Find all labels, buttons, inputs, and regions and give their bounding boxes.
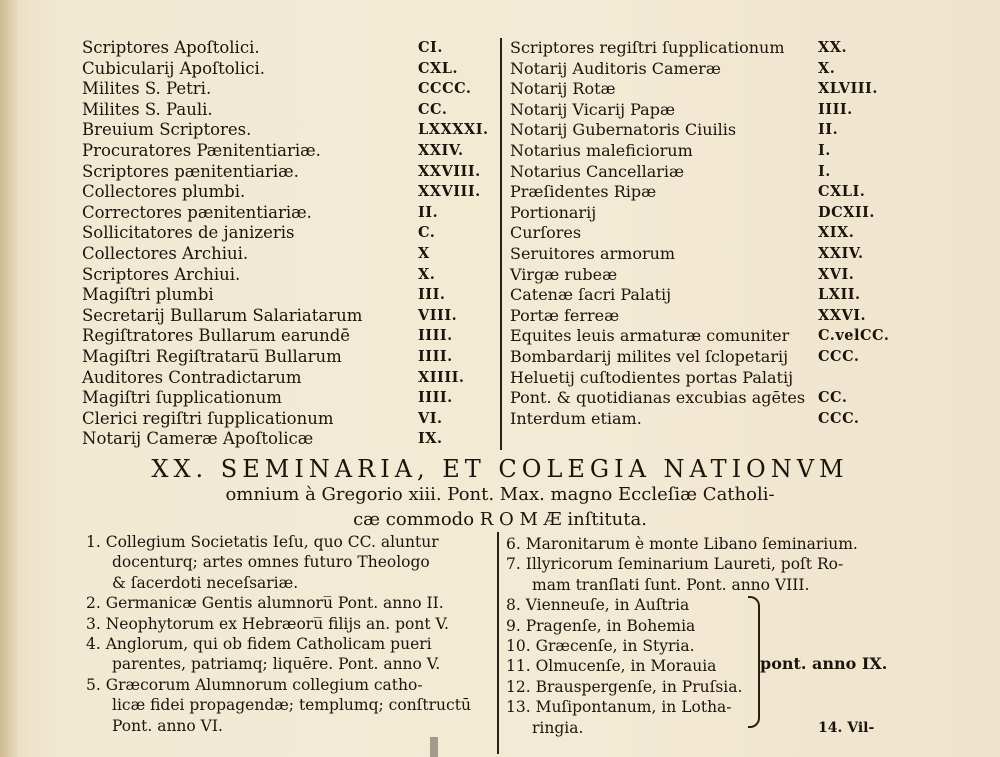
office-count: CI.	[418, 39, 443, 56]
office-count: XXVIII.	[418, 162, 481, 180]
official-row	[82, 265, 498, 285]
college-line: 6. Maronitarum è monte Libano ſeminarium.	[506, 535, 858, 553]
college-line: licæ fidei propagendæ; templumq; conſtructū	[112, 696, 471, 715]
office-label: Scriptores Archiui.	[82, 264, 241, 284]
official-row	[510, 182, 898, 202]
office-count: IIII.	[418, 389, 453, 407]
official-row	[82, 203, 498, 223]
office-count: X	[418, 245, 430, 262]
office-count: IIII.	[818, 100, 853, 118]
office-label: Portæ ferreæ	[510, 305, 620, 325]
office-count: IIII.	[418, 348, 453, 365]
office-count: IX.	[418, 430, 443, 448]
office-count: CCC.	[818, 409, 860, 427]
office-count: XXVIII.	[418, 183, 481, 201]
official-row	[510, 79, 898, 99]
office-label: Collectores Archiui.	[82, 244, 249, 263]
office-count: DCXII.	[818, 203, 875, 221]
college-line: 13. Muſipontanum, in Lotha-	[506, 698, 732, 717]
office-count: CC.	[818, 389, 848, 407]
office-count: XIX.	[818, 224, 855, 242]
office-label: Milites S. Pauli.	[82, 99, 213, 119]
official-row	[510, 120, 898, 140]
column-divider-bottom	[497, 532, 499, 754]
college-line: 1. Collegium Societatis Ieſu, quo CC. aluntur	[86, 533, 439, 551]
office-count: II.	[818, 121, 839, 139]
official-row	[510, 223, 898, 243]
office-label: Præſidentes Ripæ	[510, 182, 657, 202]
official-row	[82, 182, 498, 202]
office-count: LXXXXI.	[418, 121, 489, 139]
office-label: Notarij Cameræ Apoſtolicæ	[82, 429, 314, 449]
official-row	[82, 38, 498, 58]
office-label: Virgæ rubeæ	[510, 264, 618, 284]
college-line: 5. Græcorum Alumnorum collegium catho-	[86, 675, 423, 694]
college-line: parentes, patriamq; liquēre. Pont. anno V.	[112, 655, 441, 674]
college-line: 4. Anglorum, qui ob fidem Catholicam pueri	[86, 635, 432, 653]
college-line: Pont. anno VI.	[112, 716, 223, 735]
official-row	[82, 223, 498, 243]
office-count: XX.	[818, 39, 848, 56]
office-label: Auditores Contradictarum	[82, 367, 302, 387]
office-label: Magiſtri Regiſtrataru̅ Bullarum	[82, 347, 342, 366]
office-count: XIIII.	[418, 368, 465, 386]
office-label: Regiſtratores Bullarum earundē	[82, 326, 351, 346]
college-line: 2. Germanicæ Gentis alumnoru̅ Pont. anno II.	[86, 594, 444, 613]
office-count: II.	[418, 203, 439, 221]
office-count: XXIV.	[418, 142, 464, 159]
official-row	[510, 162, 898, 182]
official-row	[510, 203, 898, 223]
official-row	[82, 79, 498, 99]
office-label: Notarij Gubernatoris Ciuilis	[510, 120, 737, 140]
office-label: Scriptores Apoſtolici.	[82, 38, 260, 57]
page-blemish	[430, 737, 438, 757]
office-count: CCC.	[818, 348, 860, 365]
official-row	[510, 326, 898, 346]
office-label: Sollicitatores de janizeris	[82, 223, 295, 243]
section-heading: XX. SEMINARIA, ET COLEGIA NATIONVM	[151, 455, 849, 483]
office-label: Collectores plumbi.	[82, 182, 246, 202]
office-label: Milites S. Petri.	[82, 79, 212, 99]
college-line: 8. Vienneuſe, in Auſtria	[506, 596, 690, 615]
office-count: XXVI.	[818, 306, 867, 324]
official-row	[82, 368, 498, 388]
office-label: Interdum etiam.	[510, 408, 642, 428]
office-count: C.	[418, 224, 436, 242]
official-row	[510, 306, 898, 326]
office-label: Notarij Auditoris Cameræ	[510, 58, 721, 78]
office-count: XLVIII.	[818, 80, 878, 98]
curly-brace	[748, 596, 760, 728]
office-count: CXL.	[418, 59, 459, 77]
official-row	[82, 120, 498, 140]
official-row	[82, 347, 498, 367]
office-count: C.velCC.	[818, 327, 890, 345]
college-line: 3. Neophytorum ex Hebræoru̅ filijs an. pont V.	[86, 614, 449, 633]
college-line: 10. Græcenſe, in Styria.	[506, 637, 695, 655]
office-label: Notarius maleficiorum	[510, 141, 693, 160]
office-label: Seruitores armorum	[510, 244, 676, 263]
office-label: Portionarij	[510, 202, 597, 222]
office-count: X.	[818, 59, 836, 77]
office-count: IIII.	[418, 327, 453, 345]
official-row	[82, 409, 498, 429]
office-count: LXII.	[818, 286, 861, 304]
office-label: Curſores	[510, 223, 582, 243]
official-row	[82, 100, 498, 120]
office-label: Notarij Vicarij Papæ	[510, 99, 675, 119]
office-label: Clerici regiſtri ſupplicationum	[82, 408, 334, 428]
official-row	[510, 38, 898, 58]
official-row	[82, 244, 498, 264]
official-row	[82, 141, 498, 161]
office-label: Heluetij cuſtodientes portas Palatij	[510, 367, 794, 387]
official-row	[82, 388, 498, 408]
official-row	[510, 285, 898, 305]
office-label: Secretarij Bullarum Salariatarum	[82, 305, 363, 325]
office-count: I.	[818, 142, 831, 159]
office-label: Catenæ ſacri Palatij	[510, 285, 672, 305]
office-label: Equites leuis armaturæ comuniter	[510, 326, 790, 346]
official-row	[510, 59, 898, 79]
office-count: CCCC.	[418, 80, 472, 98]
office-count: VI.	[418, 409, 443, 427]
official-row	[510, 388, 898, 408]
office-count: I.	[818, 162, 831, 180]
college-line: 11. Olmucenſe, in Morauia	[506, 657, 717, 676]
page-gutter	[0, 0, 18, 757]
official-row	[510, 244, 898, 264]
office-count: CC.	[418, 100, 448, 118]
official-row	[82, 326, 498, 346]
office-label: Notarius Cancellariæ	[510, 161, 685, 181]
office-label: Pont. & quotidianas excubias agētes	[510, 388, 806, 408]
college-line: & ſacerdoti neceſsariæ.	[112, 573, 299, 592]
office-label: Procuratores Pænitentiariæ.	[82, 141, 321, 160]
official-row	[82, 162, 498, 182]
official-row	[82, 429, 498, 449]
office-label: Correctores pænitentiariæ.	[82, 202, 312, 222]
catchword: 14. Vil-	[818, 720, 875, 736]
college-line: ringia.	[532, 718, 584, 737]
office-label: Cubicularij Apoſtolici.	[82, 58, 265, 78]
office-count: XVI.	[818, 265, 855, 283]
official-row	[510, 368, 898, 388]
official-row	[82, 285, 498, 305]
office-label: Magiſtri ſupplicationum	[82, 388, 282, 408]
official-row	[510, 100, 898, 120]
office-label: Scriptores pænitentiariæ.	[82, 161, 299, 181]
office-label: Magiſtri plumbi	[82, 285, 214, 305]
section-subheading-line2: cæ commodo R O M Æ inſtituta.	[353, 509, 647, 530]
official-row	[510, 141, 898, 161]
college-line: docenturq; artes omnes futuro Theologo	[112, 553, 430, 572]
official-row	[510, 347, 898, 367]
office-label: Scriptores regiſtri ſupplicationum	[510, 38, 785, 57]
official-row	[82, 59, 498, 79]
office-count: XXIV.	[818, 245, 864, 262]
official-row	[510, 409, 898, 429]
brace-label: pont. anno IX.	[760, 654, 888, 673]
office-count: X.	[418, 265, 436, 283]
official-row	[510, 265, 898, 285]
office-count: CXLI.	[818, 183, 866, 201]
office-count: III.	[418, 286, 446, 304]
column-divider-top	[500, 38, 502, 450]
college-line: 7. Illyricorum ſeminarium Laureti, poſt Ro-	[506, 555, 844, 574]
college-line: mam tranſlati ſunt. Pont. anno VIII.	[532, 575, 810, 594]
official-row	[82, 306, 498, 326]
section-subheading-line1: omnium à Gregorio xiii. Pont. Max. magno Eccleſiæ Catholi-	[225, 484, 775, 505]
office-label: Notarij Rotæ	[510, 79, 616, 99]
college-line: 12. Brauspergenſe, in Pruſsia.	[506, 677, 743, 696]
office-count: VIII.	[418, 306, 458, 324]
office-label: Breuium Scriptores.	[82, 120, 252, 140]
college-line: 9. Pragenſe, in Bohemia	[506, 616, 696, 635]
office-label: Bombardarij milites vel ſclopetarij	[510, 347, 789, 366]
